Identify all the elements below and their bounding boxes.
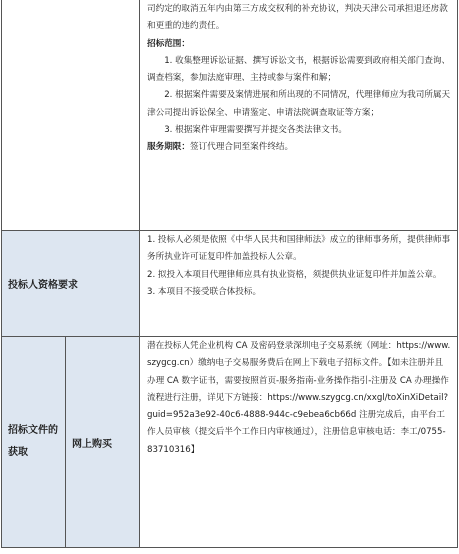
scope-item-3: 3. 根据案件审理需要撰写并提交各类法律文书。	[164, 125, 347, 136]
scope-intro-text: 司约定的取消五年内由第三方成交权利的补充协议，判决天津公司承担退还房款和更重的违约责任。	[147, 4, 448, 32]
online-purchase-label: 网上购买	[66, 337, 140, 548]
scope-label-cell	[2, 0, 140, 231]
scope-row	[2, 0, 458, 231]
document-acquisition-row	[2, 337, 458, 548]
tender-info-table	[1, 0, 458, 548]
qualification-item-3: 3. 本项目不接受联合体投标。	[147, 286, 262, 297]
scope-title: 招标范围：	[147, 38, 190, 49]
document-acquisition-content	[140, 337, 458, 548]
service-period	[147, 139, 451, 156]
scope-content-cell	[140, 0, 458, 231]
document-acquisition-text: 潜在投标人凭企业机构 CA 及密码登录深圳电子交易系统（网址：https://www.szygcg.cn）缴纳电子交易服务费后在网上下载电子招标文件。【如未注册并且办理 CA 数字证书，需要按照首页-服务指南-业务操作指引-注册及 CA 办理操作流程进行注册，详见下方链接：https://www.szygcg.cn/xxgl/toXinXiDetail?guid=952a3e92-40c6-4888-944c-c9ebea6cb66d 注册完成后，由平台工作人员审核（提交后半个工作日内审核通过），注册信息审核电话：李工/0755-83710316】	[147, 341, 451, 455]
service-period-value: 签订代理合同至案件终结。	[189, 142, 294, 153]
service-period-label: 服务期限：	[147, 142, 190, 153]
scope-item-2: 2. 根据案件需要及案情进展和所出现的不同情况，代理律师应为我司所属天津公司提出诉讼保全、申请鉴定、申请法院调查取证等方案；	[147, 90, 451, 118]
qualification-item-1: 1. 投标人必须是依照《中华人民共和国律师法》成立的律师事务所，提供律师事务所执业许可证复印件加盖投标人公章。	[147, 235, 451, 263]
qualification-content-cell	[140, 231, 458, 337]
qualification-item-2: 2. 拟投入本项目代理律师应具有执业资格，须提供执业证复印件并加盖公章。	[147, 269, 442, 280]
scope-item-1: 1. 收集整理诉讼证据、撰写诉讼文书，根据诉讼需要到政府相关部门查询、调查档案，参加法庭审理、主持或参与案件和解；	[147, 55, 451, 84]
qualification-label: 投标人资格要求	[2, 231, 140, 337]
qualification-row	[2, 231, 458, 337]
document-acquisition-label: 招标文件的获取	[2, 337, 66, 548]
